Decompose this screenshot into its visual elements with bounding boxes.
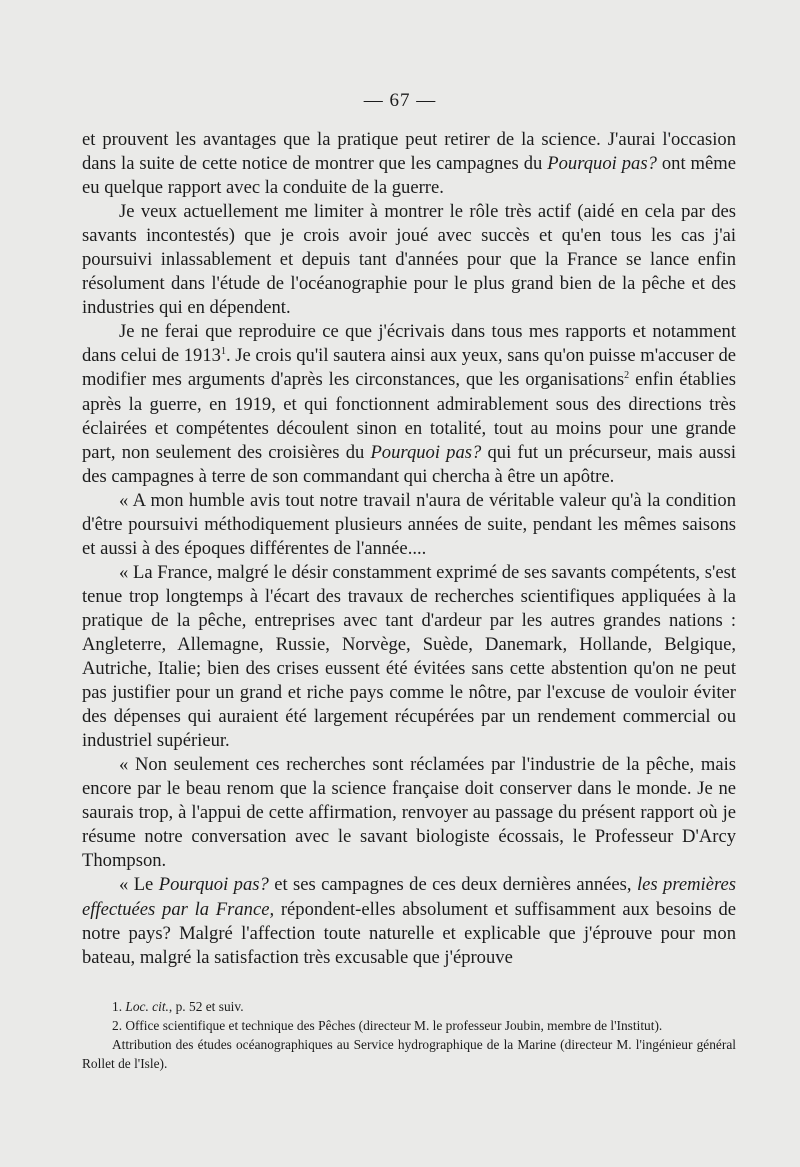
paragraph-6: « Non seulement ces recherches sont réclamées par l'industrie de la pêche, mais encore par le beau renom que la science française doit conserver dans le monde. Je ne saurais trop, à l'appui de cette affirmation, renvoyer au passage du présent rapport où je résume notre conversation avec le savant biologiste écossais, le Professeur D'Arcy Thompson. xyxy=(82,754,736,872)
footnotes xyxy=(82,997,736,1073)
text-run: ont même eu quelque rapport avec la conduite de la guerre. xyxy=(82,153,736,199)
ship-name: Pourquoi pas? xyxy=(547,153,657,175)
footnote-2-continuation: Attribution des études océanographiques au Service hydrographique de la Marine (directeur M. l'ingénieur général Rollet de l'Isle). xyxy=(82,1037,736,1071)
text-run: Je ne ferai que reproduire ce que j'écrivais dans tous mes rapports et notamment dans celui de 1913 xyxy=(82,321,736,367)
text-run: qui fut un précurseur, mais aussi des campagnes à terre de son commandant qui chercha à être un apôtre. xyxy=(82,441,736,487)
ship-name: Pourquoi pas? xyxy=(158,874,269,896)
paragraph-1 xyxy=(82,128,736,200)
text-run: . Je crois qu'il sautera ainsi aux yeux, sans qu'on puisse m'accuser de modifier mes arguments d'après les circonstances, que les organisations xyxy=(82,345,737,391)
footnote-citation: Loc. cit. xyxy=(125,999,169,1014)
footnote-1 xyxy=(82,997,736,1016)
paragraph-3 xyxy=(82,320,736,488)
text-run: et ses campagnes de ces deux dernières années, xyxy=(268,874,637,896)
paragraph-5: « La France, malgré le désir constamment exprimé de ses savants compétents, s'est tenue trop longtemps à l'écart des travaux de recherches scientifiques appliquées à la pratique de la pêche, entreprises avec tant d'ardeur par les autres grandes nations : Angleterre, Allemagne, Russie, Norvège, Suède, Danemark, Hollande, Belgique, Autriche, Italie; bien des crises eussent été évitées sans cette abstention qu'on ne peut pas justifier pour un grand et riche pays comme le nôtre, par l'excuse de vouloir éviter des dépenses qui auraient été largement récupérées par un rendement commercial ou industriel supérieur. xyxy=(82,561,736,752)
ship-name: Pourquoi pas? xyxy=(370,441,482,463)
paragraph-7 xyxy=(82,873,736,969)
body-text xyxy=(82,128,736,970)
footnote-text: , p. 52 et suiv. xyxy=(168,999,244,1014)
emphasis: les premières effectuées par la France, xyxy=(82,874,736,920)
footnote-ref-1[interactable]: 1 xyxy=(220,346,226,358)
text-run: enfin établies après la guerre, en 1919, et qui fonctionnent admirablement sous des directions très éclairées et compétentes découlent sinon en totalité, tout au moins pour une grande part, non seulement des croisières du xyxy=(82,369,736,463)
footnote-number: 1. xyxy=(112,999,126,1014)
page-number: — 67 — xyxy=(363,90,437,111)
footnote-ref-2[interactable]: 2 xyxy=(624,370,630,382)
paragraph-2: Je veux actuellement me limiter à montrer le rôle très actif (aidé en cela par des savants incontestés) que je crois avoir joué avec succès et qu'en tous les cas j'ai poursuivi inlassablement et depuis tant d'années pour que la France se lance enfin résolument dans l'étude de l'océanographie pour le plus grand bien de la pêche et des industries qui en dépendent. xyxy=(82,201,736,319)
footnote-2: 2. Office scientifique et technique des Pêches (directeur M. le professeur Joubin, membre de l'Institut). xyxy=(112,1018,663,1033)
text-run: « Le xyxy=(119,874,159,896)
paragraph-4: « A mon humble avis tout notre travail n'aura de véritable valeur qu'à la condition d'être poursuivi méthodiquement plusieurs années de suite, pendant les mêmes saisons et aussi à des époques différentes de l'année.... xyxy=(82,489,736,559)
text-run: et prouvent les avantages que la pratique peut retirer de la science. J'aurai l'occasion dans la suite de cette notice de montrer que les campagnes du xyxy=(82,129,736,175)
text-run: répondent-elles absolument et suffisamment aux besoins de notre pays? Malgré l'affection toute naturelle et explicable que j'éprouve pour mon bateau, malgré la satisfaction très excusable que j'éprouve xyxy=(82,898,736,968)
